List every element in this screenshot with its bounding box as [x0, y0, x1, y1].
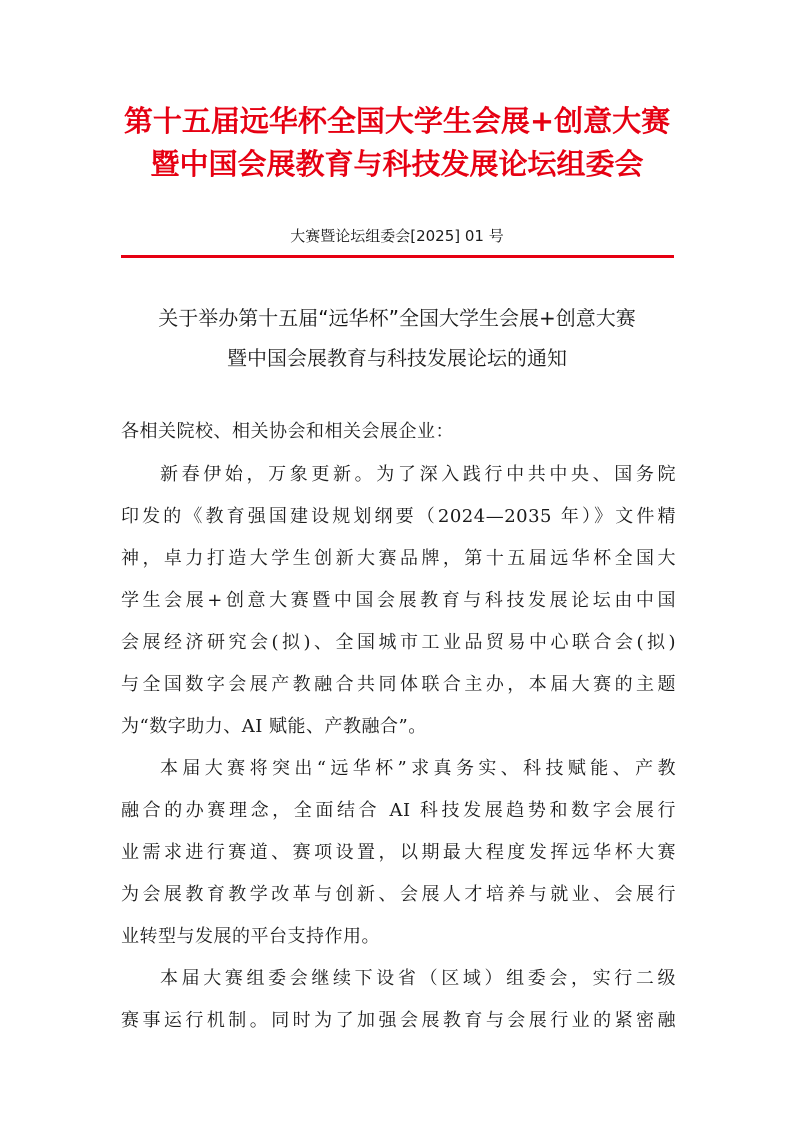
- paragraph-line: 本届大赛组委会继续下设省（区域）组委会，实行二级: [160, 968, 676, 989]
- salutation: 各相关院校、相关协会和相关会展企业：: [121, 421, 454, 442]
- paragraph-line: 业转型与发展的平台支持作用。: [121, 926, 380, 947]
- paragraph-line: 新春伊始，万象更新。为了深入践行中共中央、国务院: [160, 464, 676, 485]
- paragraph-line: 印发的《教育强国建设规划纲要（2024—2035 年）》文件精: [121, 506, 676, 527]
- paragraph-line: 与全国数字会展产教融合共同体联合主办，本届大赛的主题: [121, 674, 676, 695]
- paragraph-line: 为“数字助力、AI 赋能、产教融合”。: [121, 716, 427, 737]
- paragraph-line: 本届大赛将突出“远华杯”求真务实、科技赋能、产教: [160, 758, 676, 779]
- header-title-line1: 第十五届远华杯全国大学生会展+创意大赛: [123, 104, 671, 138]
- notice-title-line1: 关于举办第十五届“远华杯”全国大学生会展+创意大赛: [158, 306, 636, 330]
- notice-title-line2: 暨中国会展教育与科技发展论坛的通知: [227, 346, 567, 370]
- paragraph-line: 业需求进行赛道、赛项设置，以期最大程度发挥远华杯大赛: [121, 842, 676, 863]
- paragraph-line: 神，卓力打造大学生创新大赛品牌，第十五届远华杯全国大: [121, 548, 676, 569]
- paragraph-line: 会展经济研究会(拟)、全国城市工业品贸易中心联合会(拟): [121, 632, 676, 653]
- paragraph-line: 赛事运行机制。同时为了加强会展教育与会展行业的紧密融: [121, 1010, 676, 1031]
- paragraph-line: 学生会展+创意大赛暨中国会展教育与科技发展论坛由中国: [121, 590, 676, 611]
- paragraph-line: 融合的办赛理念，全面结合 AI 科技发展趋势和数字会展行: [121, 800, 676, 821]
- paragraph-line: 为会展教育教学改革与创新、会展人才培养与就业、会展行: [121, 884, 676, 905]
- document-number: 大赛暨论坛组委会[2025] 01 号: [290, 227, 504, 245]
- red-divider-line: [121, 255, 674, 258]
- header-title-line2: 暨中国会展教育与科技发展论坛组委会: [150, 147, 644, 181]
